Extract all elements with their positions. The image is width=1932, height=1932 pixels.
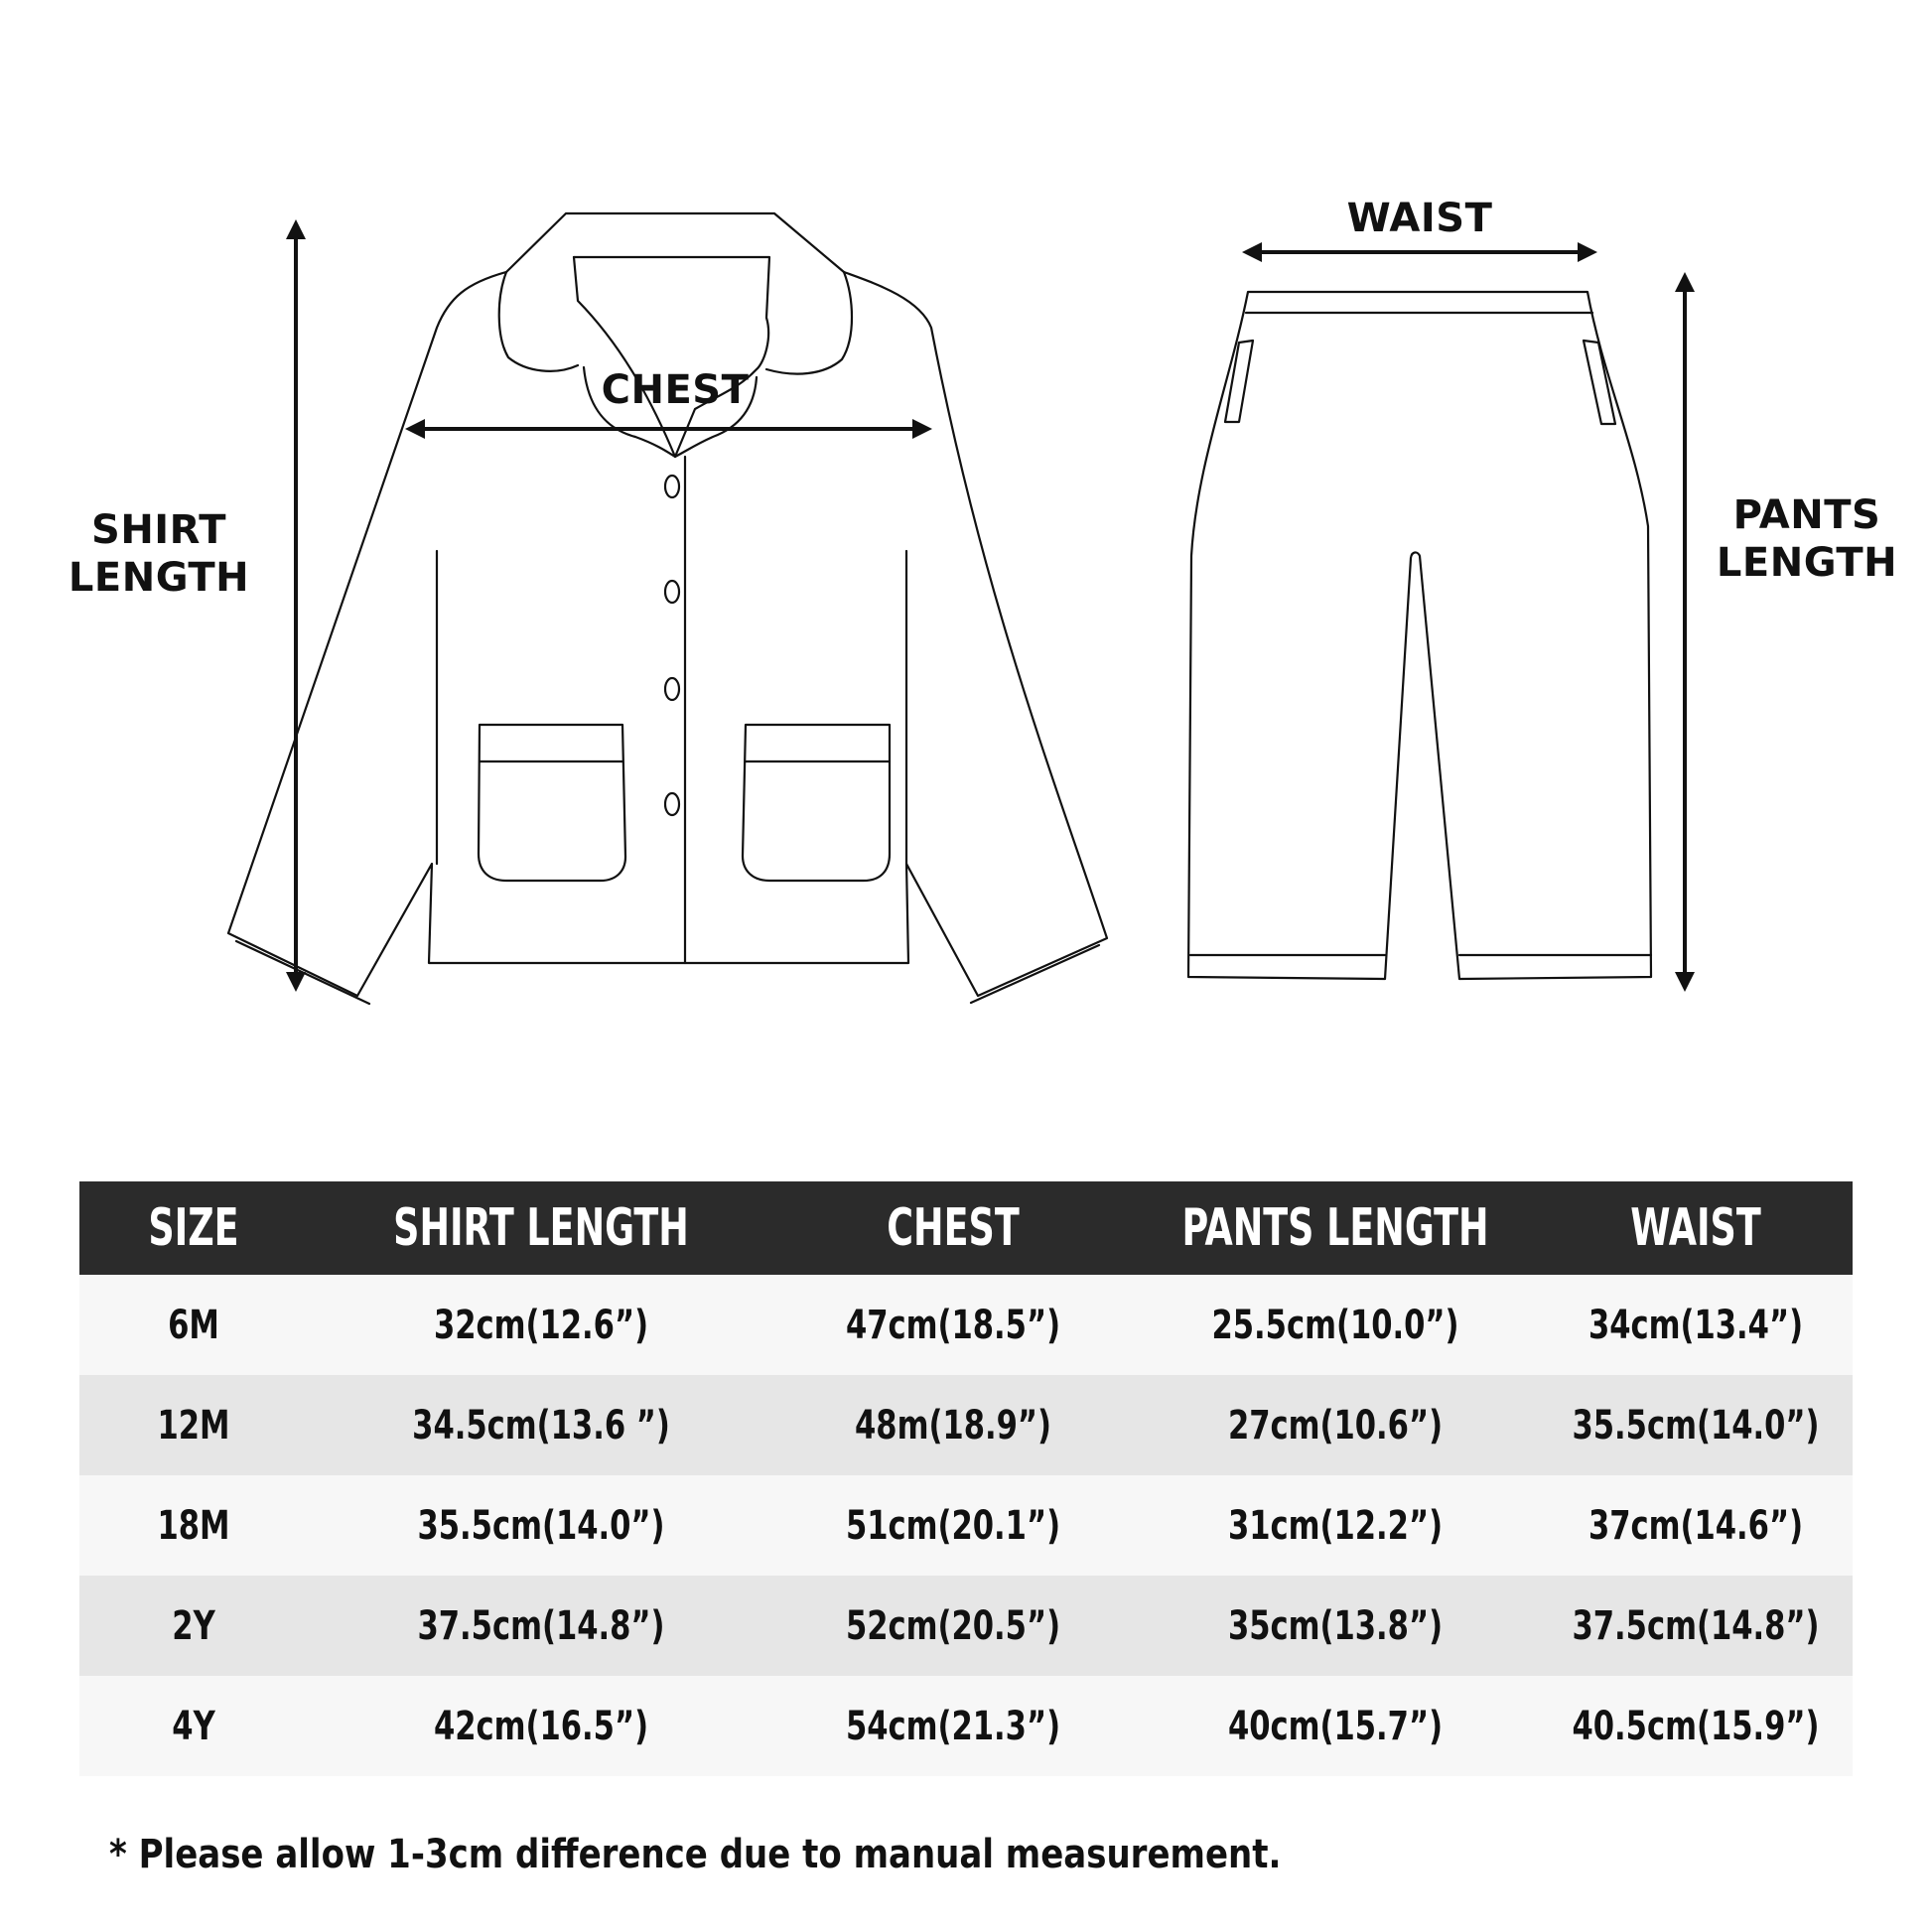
- table-row: [79, 1275, 1853, 1375]
- table-header: [79, 1181, 1853, 1275]
- cell-shirt-length: 34.5cm(13.6 ”): [412, 1402, 670, 1449]
- cell-pants-length: 25.5cm(10.0”): [1211, 1302, 1459, 1348]
- cell-shirt-length: 35.5cm(14.0”): [417, 1502, 665, 1549]
- header-size: SIZE: [148, 1198, 239, 1258]
- table-row: [79, 1375, 1853, 1475]
- cell-pants-length: 31cm(12.2”): [1227, 1502, 1444, 1549]
- cell-pants-length: 35cm(13.8”): [1227, 1602, 1444, 1649]
- header-shirt-length: SHIRT LENGTH: [393, 1198, 689, 1258]
- cell-chest: 47cm(18.5”): [845, 1302, 1061, 1348]
- cell-waist: 34cm(13.4”): [1587, 1302, 1804, 1348]
- shirt-drawing: [228, 213, 1107, 1004]
- cell-shirt-length: 37.5cm(14.8”): [417, 1602, 665, 1649]
- cell-size: 2Y: [172, 1602, 215, 1649]
- cell-size: 6M: [168, 1302, 219, 1348]
- table-row: [79, 1676, 1853, 1776]
- table-row: [79, 1475, 1853, 1576]
- cell-size: 18M: [157, 1502, 230, 1549]
- cell-waist: 37cm(14.6”): [1587, 1502, 1804, 1549]
- measurement-note: * Please allow 1-3cm difference due to manual measurement.: [109, 1832, 1282, 1877]
- cell-chest: 48m(18.9”): [855, 1402, 1051, 1449]
- cell-chest: 52cm(20.5”): [845, 1602, 1061, 1649]
- cell-chest: 54cm(21.3”): [845, 1703, 1061, 1749]
- header-pants-length: PANTS LENGTH: [1181, 1198, 1489, 1258]
- measure-arrows: [296, 223, 1685, 988]
- cell-size: 4Y: [172, 1703, 215, 1749]
- cell-shirt-length: 42cm(16.5”): [433, 1703, 649, 1749]
- cell-waist: 35.5cm(14.0”): [1572, 1402, 1820, 1449]
- chest-label: CHEST: [601, 367, 750, 413]
- pants-length-label: PANTS LENGTH: [1716, 492, 1898, 586]
- size-chart-table: [79, 1181, 1853, 1776]
- cell-size: 12M: [157, 1402, 230, 1449]
- header-waist: WAIST: [1630, 1198, 1761, 1258]
- cell-pants-length: 40cm(15.7”): [1227, 1703, 1444, 1749]
- cell-chest: 51cm(20.1”): [845, 1502, 1061, 1549]
- table-row: [79, 1576, 1853, 1676]
- cell-pants-length: 27cm(10.6”): [1227, 1402, 1444, 1449]
- waist-label: WAIST: [1346, 196, 1493, 241]
- cell-shirt-length: 32cm(12.6”): [433, 1302, 649, 1348]
- cell-waist: 40.5cm(15.9”): [1572, 1703, 1820, 1749]
- header-chest: CHEST: [887, 1198, 1020, 1258]
- pants-drawing: [1188, 292, 1651, 979]
- cell-waist: 37.5cm(14.8”): [1572, 1602, 1820, 1649]
- shirt-length-label: SHIRT LENGTH: [68, 507, 250, 601]
